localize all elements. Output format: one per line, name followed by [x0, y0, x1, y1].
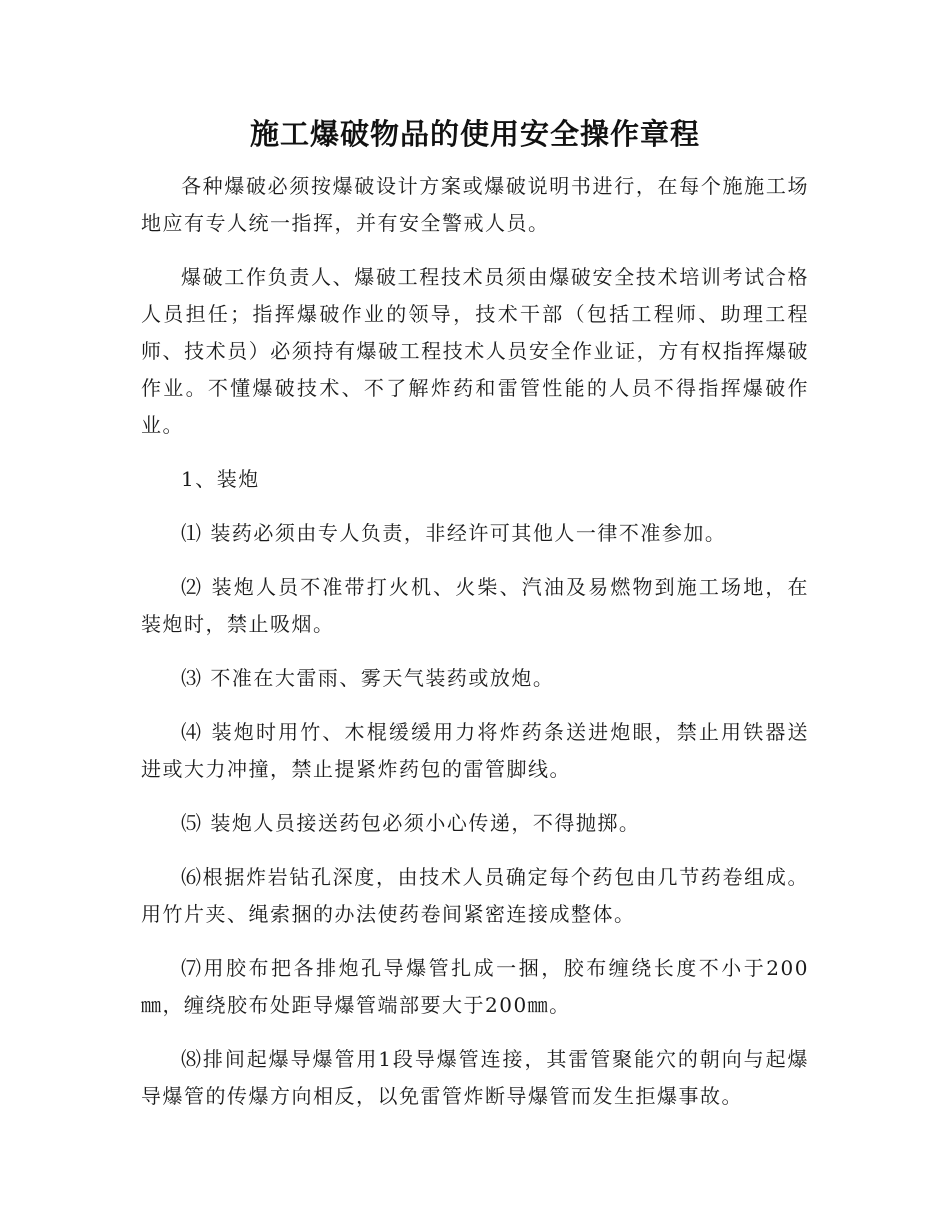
document-body: [141, 168, 809, 1132]
section-heading-loading: 1、装炮: [181, 467, 260, 491]
list-item: ⑻排间起爆导爆管用1段导爆管连接，其雷管聚能穴的朝向与起爆导爆管的传爆方向相反，以免雷管炸断导爆管而发生拒爆事故。: [141, 1047, 809, 1108]
paragraph-intro: 各种爆破必须按爆破设计方案或爆破说明书进行，在每个施施工场地应有专人统一指挥，并有安全警戒人员。: [141, 174, 809, 235]
list-item: ⑹根据炸岩钻孔深度，由技术人员确定每个药包由几节药卷组成。用竹片夹、绳索捆的办法使药卷间紧密连接成整体。: [141, 865, 809, 926]
document-title: 施工爆破物品的使用安全操作章程: [249, 117, 700, 151]
paragraph-personnel: 爆破工作负责人、爆破工程技术员须由爆破安全技术培训考试合格人员担任；指挥爆破作业的领导，技术干部（包括工程师、助理工程师、技术员）必须持有爆破工程技术人员安全作业证，方有权指挥爆破作业。不懂爆破技术、不了解炸药和雷管性能的人员不得指挥爆破作业。: [141, 265, 809, 437]
list-item: ⑷ 装炮时用竹、木棍缓缓用力将炸药条送进炮眼，禁止用铁器送进或大力冲撞，禁止提紧炸药包的雷管脚线。: [141, 720, 809, 781]
list-item: ⑸ 装炮人员接送药包必须小心传递，不得抛掷。: [181, 811, 641, 835]
list-item: ⑶ 不准在大雷雨、雾天气装药或放炮。: [181, 666, 555, 690]
list-item: ⑵ 装炮人员不准带打火机、火柴、汽油及易燃物到施工场地，在装炮时，禁止吸烟。: [141, 575, 809, 636]
list-item: ⑴ 装药必须由专人负责，非经许可其他人一律不准参加。: [181, 521, 727, 545]
list-item: ⑺用胶布把各排炮孔导爆管扎成一捆，胶布缠绕长度不小于200㎜，缠绕胶布处距导爆管端部要大于200㎜。: [141, 956, 809, 1017]
